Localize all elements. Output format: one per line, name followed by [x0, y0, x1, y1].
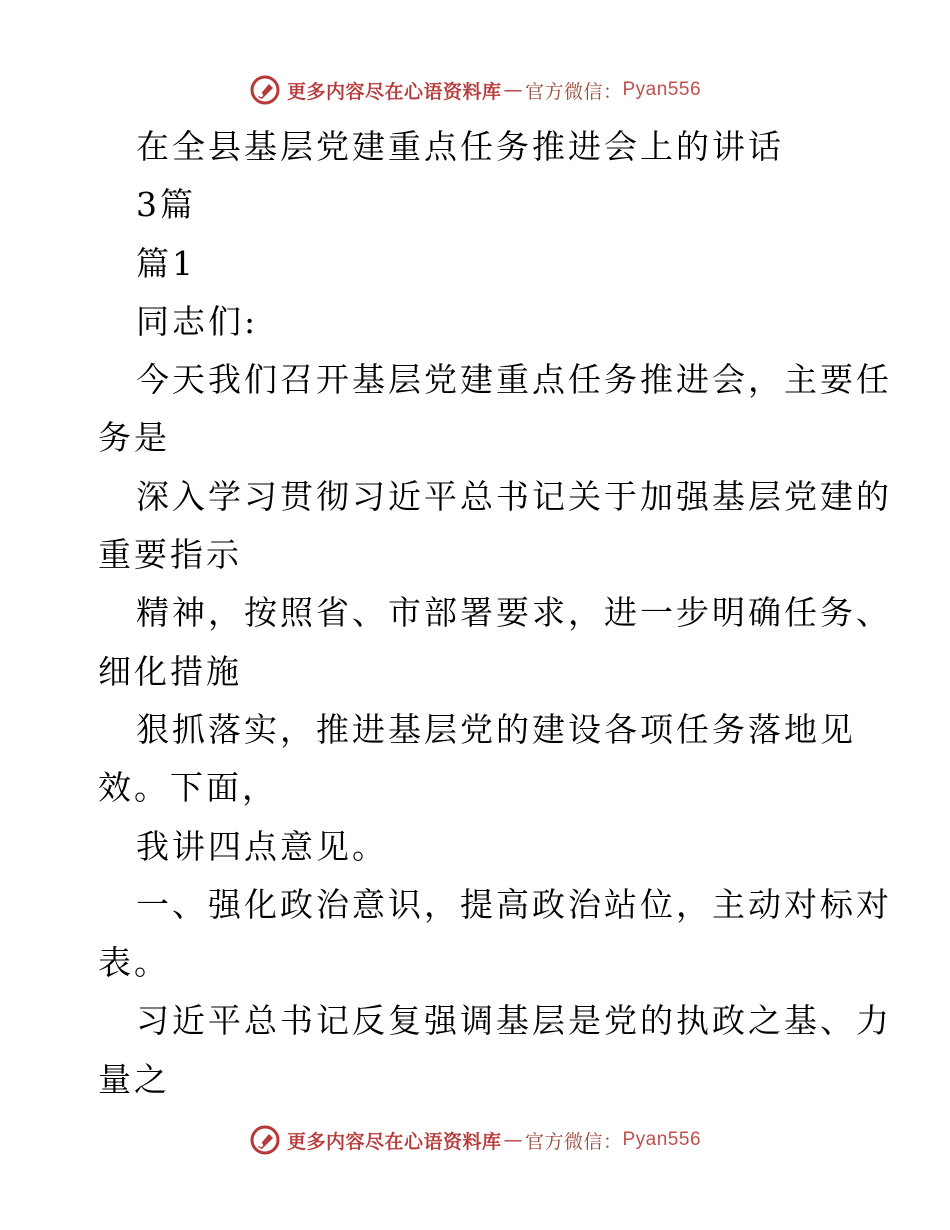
- watermark-separator: —: [503, 79, 523, 101]
- pen-nib-circle-icon: [249, 74, 281, 106]
- paragraph-line: 细化措施: [98, 651, 242, 691]
- paragraph-line: 精神，按照省、市部署要求，进一步明确任务、: [136, 593, 892, 633]
- point-heading: 一、强化政治意识，提高政治站位，主动对标对: [136, 884, 892, 924]
- watermark-brand: 更多内容尽在心语资料库: [286, 80, 502, 103]
- paragraph-line: 深入学习贯彻习近平总书记关于加强基层党建的: [136, 476, 892, 516]
- watermark-contact-id: Pyan556: [622, 1129, 702, 1150]
- paragraph-line: 我讲四点意见。: [136, 826, 388, 866]
- watermark-separator: —: [503, 1129, 523, 1151]
- watermark-contact-label: 官方微信：: [524, 1130, 623, 1153]
- section-heading: 篇1: [136, 243, 196, 283]
- salutation: 同志们:: [136, 301, 259, 341]
- paragraph-line: 效。下面，: [98, 768, 278, 808]
- paragraph-line: 今天我们召开基层党建重点任务推进会，主要任: [136, 360, 892, 400]
- document-subtitle: 3篇: [136, 185, 196, 225]
- watermark-contact-label: 官方微信：: [524, 80, 623, 103]
- paragraph-line: 务是: [98, 418, 170, 458]
- watermark-brand: 更多内容尽在心语资料库: [286, 1130, 502, 1153]
- document-body: [98, 118, 892, 1109]
- paragraph-line: 习近平总书记反复强调基层是党的执政之基、力: [136, 1001, 892, 1041]
- watermark-contact-id: Pyan556: [622, 79, 702, 100]
- footer-watermark: [0, 1120, 950, 1160]
- pen-nib-circle-icon: [249, 1124, 281, 1156]
- paragraph-line: 量之: [98, 1059, 170, 1099]
- paragraph-line: 狠抓落实，推进基层党的建设各项任务落地见: [136, 709, 856, 749]
- document-title: 在全县基层党建重点任务推进会上的讲话: [136, 127, 784, 166]
- paragraph-line: 重要指示: [98, 535, 242, 575]
- header-watermark: [0, 70, 950, 110]
- point-heading: 表。: [98, 943, 170, 983]
